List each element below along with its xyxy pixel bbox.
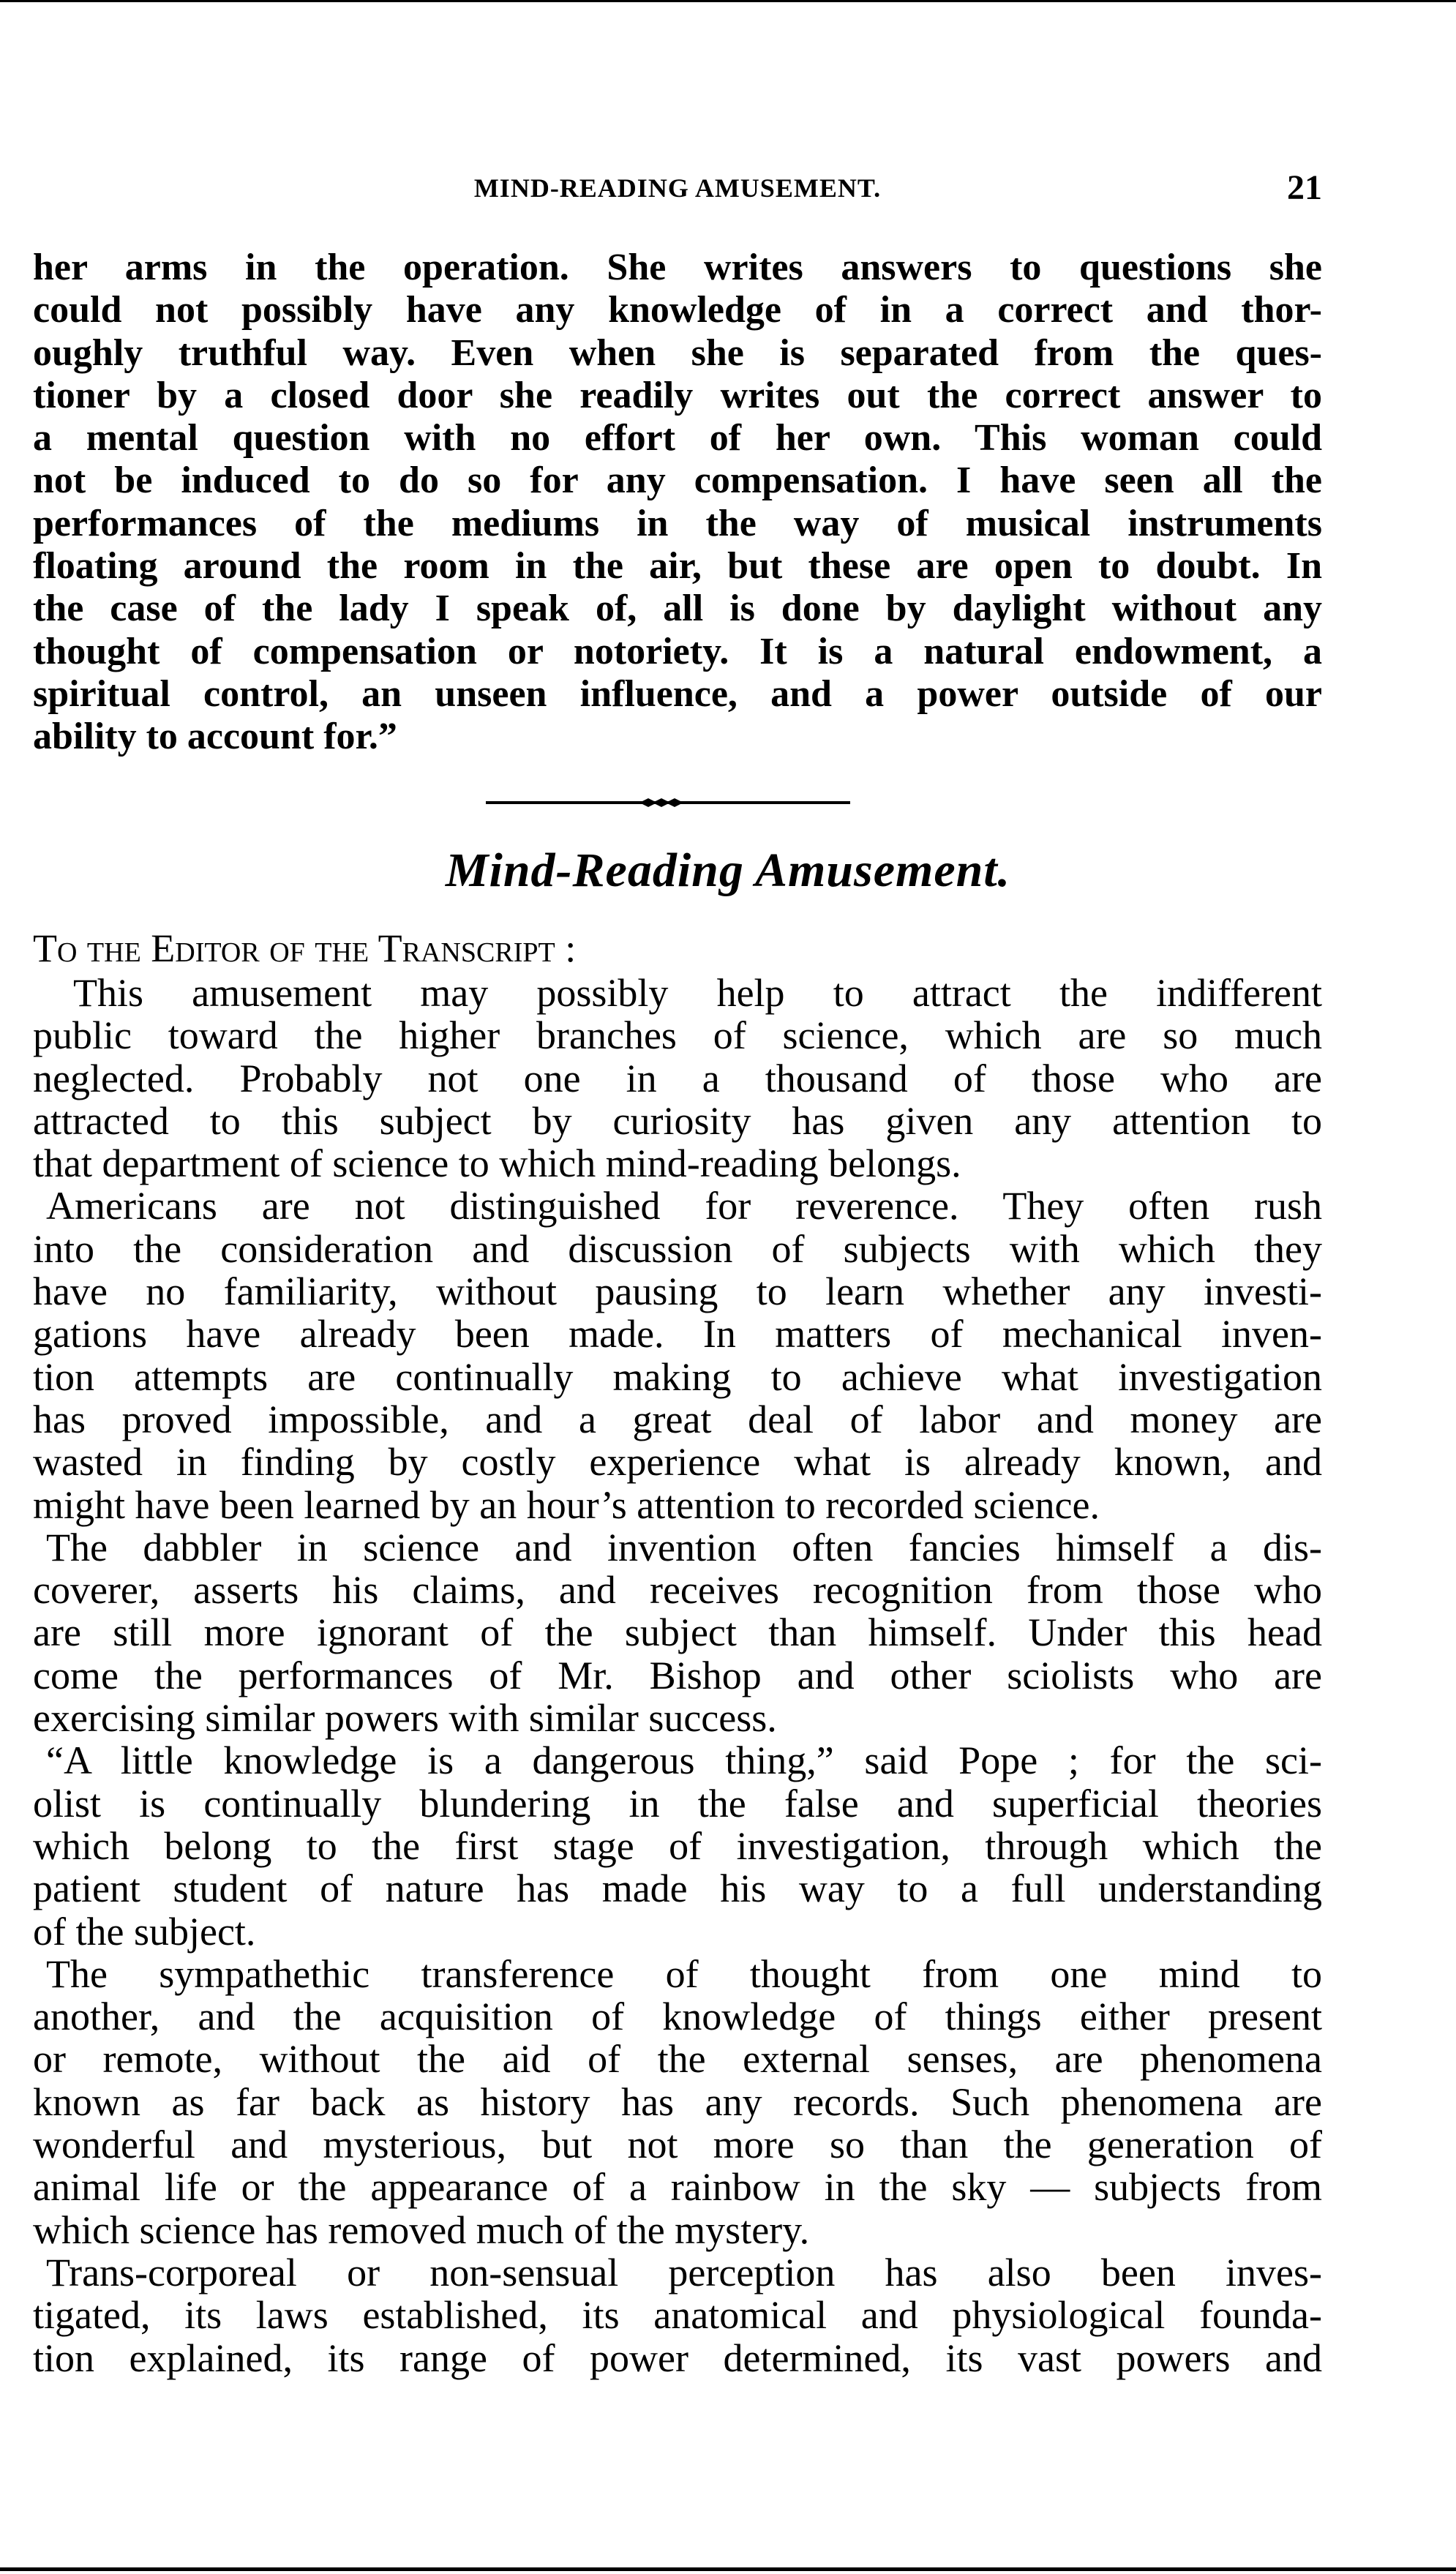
text-line: her arms in the operation. She writes answers to questions she	[33, 247, 1322, 288]
text-line: gations have already been made. In matters of mechanical inven-	[33, 1312, 1322, 1357]
salutation: To the Editor of the Transcript :	[33, 926, 577, 970]
text-line: which science has removed much of the mystery.	[33, 2207, 810, 2252]
paragraph	[33, 2251, 1322, 2379]
text-line: olist is continually blundering in the false and superficial theories	[33, 1781, 1322, 1826]
text-line: neglected. Probably not one in a thousand of those who are	[33, 1056, 1322, 1100]
text-line: Trans-corporeal or non-sensual perception has also been inves-	[46, 2250, 1322, 2295]
text-line: oughly truthful way. Even when she is separated from the ques-	[33, 331, 1322, 374]
text-line: into the consideration and discussion of subjects with which they	[33, 1226, 1322, 1271]
text-line: wonderful and mysterious, but not more so than the generation of	[33, 2123, 1322, 2167]
text-line: of the subject.	[33, 1909, 256, 1954]
text-line: which belong to the first stage of investigation, through which the	[33, 1823, 1322, 1868]
article-title: Mind-Reading Amusement.	[445, 844, 1011, 897]
paragraph	[33, 1526, 1322, 1739]
text-line: that department of science to which mind-reading belongs.	[33, 1141, 961, 1186]
text-line: tigated, its laws established, its anatomical and physiological founda-	[33, 2293, 1322, 2338]
text-line: come the performances of Mr. Bishop and other sciolists who are	[33, 1653, 1322, 1697]
text-line: might have been learned by an hour’s attention to recorded science.	[33, 1482, 1100, 1527]
text-line: coverer, asserts his claims, and receives recognition from those who	[33, 1568, 1322, 1613]
text-line: “A little knowledge is a dangerous thing,” said Pope ; for the sci-	[46, 1738, 1322, 1783]
text-line: has proved impossible, and a great deal of labor and money are	[33, 1397, 1322, 1441]
text-line: The sympathethic transference of thought from one mind to	[46, 1951, 1322, 1996]
text-line: another, and the acquisition of knowledge of things either present	[33, 1995, 1322, 2039]
running-header	[33, 167, 1322, 209]
text-line: performances of the mediums in the way of musical instruments	[33, 502, 1322, 544]
page-bottom-edge	[0, 2567, 1456, 2571]
text-line: or remote, without the aid of the external senses, are phenomena	[33, 2037, 1322, 2082]
text-line: tion attempts are continually making to achieve what investigation	[33, 1354, 1322, 1399]
text-line: ability to account for.”	[33, 716, 397, 758]
text-line: The dabbler in science and invention often fancies himself a dis-	[46, 1525, 1322, 1569]
paragraph	[33, 972, 1322, 1185]
paragraph	[33, 1739, 1322, 1952]
text-line: spiritual control, an unseen influence, and a power outside of our	[33, 672, 1322, 715]
page-top-edge	[0, 0, 1456, 2]
text-line: tion explained, its range of power determined, its vast powers and	[33, 2335, 1322, 2380]
text-line: Americans are not distinguished for reverence. They often rush	[46, 1184, 1322, 1228]
article-body	[33, 972, 1322, 2379]
paragraph	[33, 1185, 1322, 1526]
page-number: 21	[1287, 168, 1322, 207]
text-line: floating around the room in the air, but these are open to doubt. In	[33, 545, 1322, 588]
text-line: exercising similar powers with similar success.	[33, 1696, 777, 1741]
continued-text	[33, 247, 1322, 759]
text-line: patient student of nature has made his way to a full understanding	[33, 1866, 1322, 1911]
text-line: known as far back as history has any records. Such phenomena are	[33, 2079, 1322, 2124]
text-line: could not possibly have any knowledge of in a correct and thor-	[33, 289, 1322, 331]
text-line: tioner by a closed door she readily writes out the correct answer to	[33, 374, 1322, 416]
paragraph	[33, 247, 1322, 759]
text-line: attracted to this subject by curiosity has given any attention to	[33, 1098, 1322, 1143]
text-line: have no familiarity, without pausing to learn whether any investi-	[33, 1269, 1322, 1314]
running-title: MIND-READING AMUSEMENT.	[473, 173, 882, 203]
text-line: the case of the lady I speak of, all is done by daylight without any	[33, 588, 1322, 630]
text-line: This amusement may possibly help to attract the indifferent	[73, 971, 1322, 1015]
text-line: thought of compensation or notoriety. It is a natural endowment, a	[33, 630, 1322, 672]
text-line: a mental question with no effort of her own. This woman could	[33, 417, 1322, 459]
text-line: public toward the higher branches of science, which are so much	[33, 1013, 1322, 1058]
text-line: not be induced to do so for any compensation. I have seen all the	[33, 459, 1322, 502]
ornamental-separator	[486, 798, 850, 808]
text-line: wasted in finding by costly experience what is already known, and	[33, 1440, 1322, 1485]
text-line: animal life or the appearance of a rainbow in the sky — subjects from	[33, 2165, 1322, 2210]
text-line: are still more ignorant of the subject than himself. Under this head	[33, 1610, 1322, 1655]
paragraph	[33, 1953, 1322, 2251]
